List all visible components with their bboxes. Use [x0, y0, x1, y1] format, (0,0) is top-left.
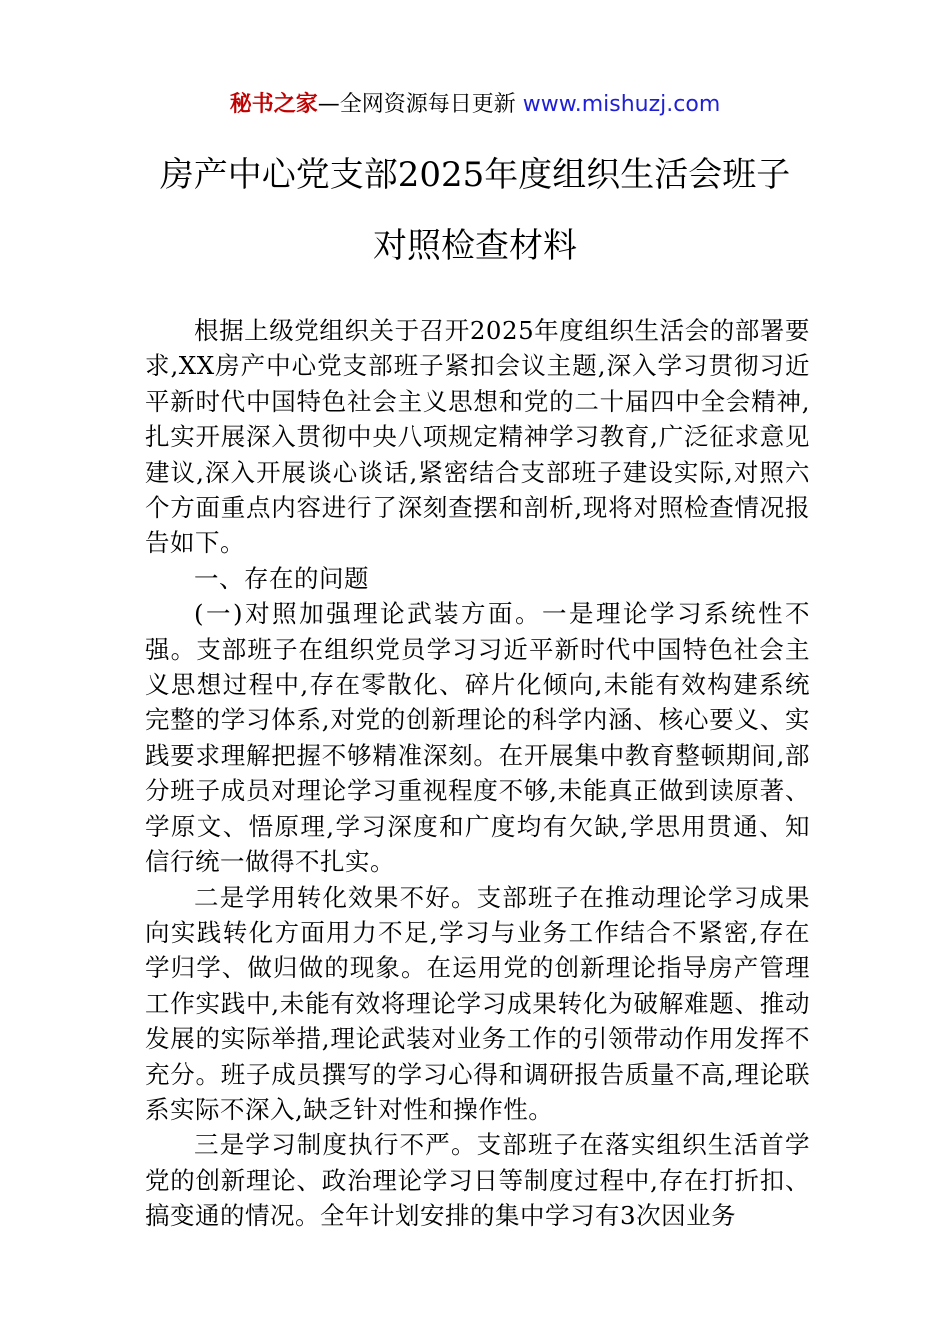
section-heading-problems: 一、存在的问题	[194, 563, 369, 593]
body-paragraph-theory-2: 二是学用转化效果不好。支部班子在推动理论学习成果向实践转化方面用力不足,学习与业务工作结合不紧密,存在学归学、做归做的现象。在运用党的创新理论指导房产管理工作实践中,未能有效将理论学习成果转化为破解难题、推动发展的实际举措,理论武装对业务工作的引领带动作用发挥不充分。班子成员撰写的学习心得和调研报告质量不高,理论联系实际不深入,缺乏针对性和操作性。	[145, 882, 810, 1124]
document-body	[145, 313, 810, 1234]
document-title-line-1: 房产中心党支部2025年度组织生活会班子	[159, 155, 791, 195]
brand-name: 秘书之家	[229, 92, 318, 117]
body-paragraph-theory-3: 三是学习制度执行不严。支部班子在落实组织生活首学党的创新理论、政治理论学习日等制度过程中,存在打折扣、搞变通的情况。全年计划安排的集中学习有3次因业务	[145, 1130, 810, 1231]
body-paragraph-intro: 根据上级党组织关于召开2025年度组织生活会的部署要求,XX房产中心党支部班子紧扣会议主题,深入学习贯彻习近平新时代中国特色社会主义思想和党的二十届四中全会精神,扎实开展深入贯彻中央八项规定精神学习教育,广泛征求意见建议,深入开展谈心谈话,紧密结合支部班子建设实际,对照六个方面重点内容进行了深刻查摆和剖析,现将对照检查情况报告如下。	[145, 316, 810, 558]
site-header	[0, 88, 950, 122]
body-paragraph-theory-1: (一)对照加强理论武装方面。一是理论学习系统性不强。支部班子在组织党员学习习近平新时代中国特色社会主义思想过程中,存在零散化、碎片化倾向,未能有效构建系统完整的学习体系,对党的创新理论的科学内涵、核心要义、实践要求理解把握不够精准深刻。在开展集中教育整顿期间,部分班子成员对理论学习重视程度不够,未能真正做到读原著、学原文、悟原理,学习深度和广度均有欠缺,学思用贯通、知信行统一做得不扎实。	[145, 599, 810, 877]
site-url-link[interactable]: www.mishuzj.com	[522, 92, 721, 117]
header-slogan: —全网资源每日更新	[317, 92, 523, 117]
document-title-line-2: 对照检查材料	[373, 226, 577, 266]
